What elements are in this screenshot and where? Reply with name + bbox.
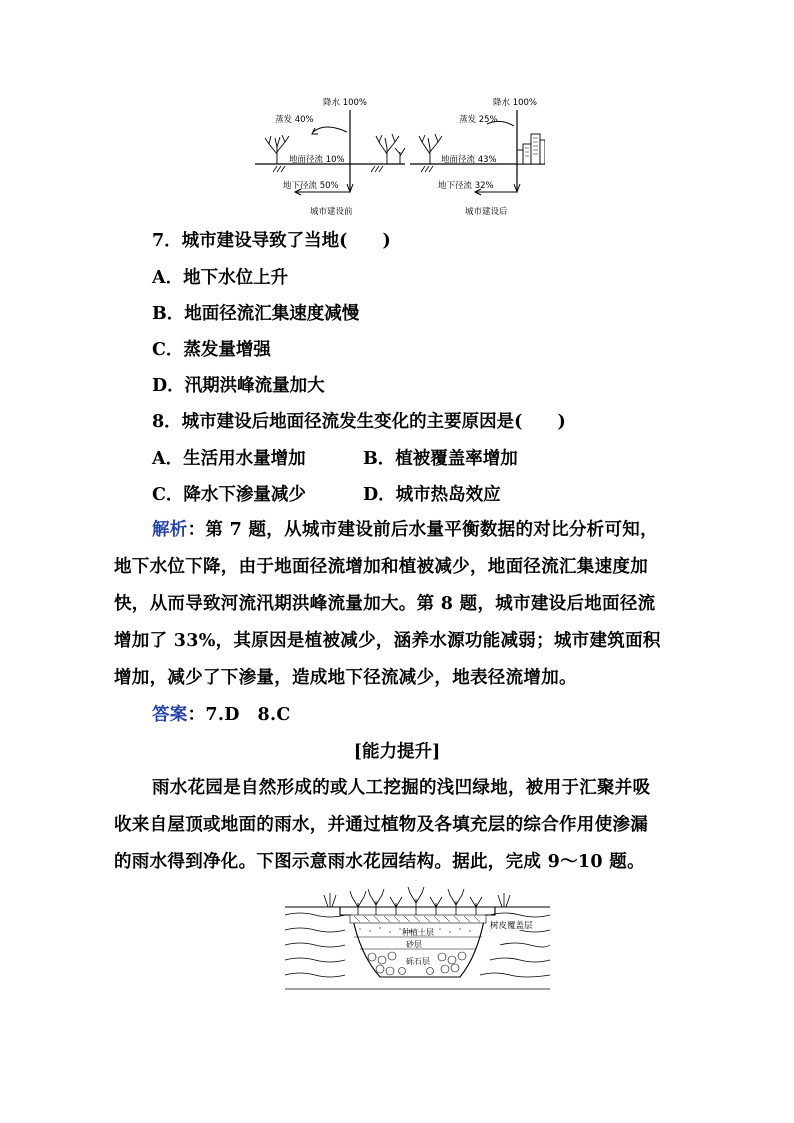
analysis-line-2: 地下水位下降，由于地面径流增加和植被减少，地面径流汇集速度加	[114, 557, 648, 577]
question-7-option-c: C．蒸发量增强	[152, 340, 271, 360]
answer-line	[0, 703, 794, 727]
analysis-label: 解析	[152, 520, 188, 540]
before-caption: 城市建设前	[310, 207, 353, 217]
after-evap-label: 蒸发 25%	[459, 115, 498, 125]
rain-garden-figure	[280, 885, 555, 995]
before-surface-label: 地面径流 10%	[289, 155, 345, 165]
after-surface-label: 地面径流 43%	[441, 155, 497, 165]
question-8-option-d: D．城市热岛效应	[363, 485, 501, 505]
water-balance-figure	[255, 92, 545, 222]
bark-layer-label: 树皮覆盖层	[490, 921, 533, 931]
analysis-line-3: 快，从而导致河流汛期洪峰流量加大。第 8 题，城市建设后地面径流	[114, 594, 656, 614]
intro-line-2: 收来自屋顶或地面的雨水，并通过植物及各填充层的综合作用使渗漏	[114, 815, 648, 835]
after-panel	[410, 97, 545, 217]
before-ground-label: 地下径流 50%	[283, 181, 339, 191]
question-7-option-d: D．汛期洪峰流量加大	[152, 376, 325, 396]
intro-line-3: 的雨水得到净化。下图示意雨水花园结构。据此，完成 9～10 题。	[114, 852, 645, 872]
question-8-option-b: B．植被覆盖率增加	[363, 449, 518, 469]
question-7-option-a: A．地下水位上升	[152, 268, 289, 288]
analysis-line-1	[0, 518, 794, 542]
gravel-layer-label: 砾石层	[406, 957, 430, 966]
analysis-text-1: ：第 7 题，从城市建设前后水量平衡数据的对比分析可知，	[187, 520, 658, 540]
question-8-stem: 8．城市建设后地面径流发生变化的主要原因是( )	[152, 412, 566, 432]
before-panel	[255, 97, 405, 217]
before-evap-label: 蒸发 40%	[275, 115, 314, 125]
after-precip-label: 降水 100%	[493, 98, 538, 108]
before-precip-label: 降水 100%	[323, 98, 368, 108]
sand-layer-label: 砂层	[406, 940, 422, 949]
question-8-option-a: A．生活用水量增加	[152, 449, 306, 469]
question-8-row-2	[0, 483, 794, 507]
analysis-line-4: 增加了 33%，其原因是植被减少，涵养水源功能减弱；城市建筑面积	[114, 631, 661, 651]
section-title: [能力提升]	[353, 742, 441, 762]
after-ground-label: 地下径流 32%	[438, 181, 494, 191]
intro-text-1: 雨水花园是自然形成的或人工挖掘的浅凹绿地，被用于汇聚并吸	[152, 778, 651, 798]
question-8-option-c: C．降水下渗量减少	[152, 485, 306, 505]
answer-label: 答案	[152, 705, 188, 725]
answer-text: ：7.D 8.C	[187, 705, 291, 725]
after-caption: 城市建设后	[465, 207, 508, 217]
soil-layer-label: 种植土层	[402, 928, 434, 937]
question-8-row-1	[0, 447, 794, 471]
intro-line-1	[0, 776, 794, 800]
question-7-stem: 7．城市建设导致了当地( )	[152, 231, 391, 251]
question-7-option-b: B．地面径流汇集速度减慢	[152, 304, 360, 324]
analysis-line-5: 增加，减少了下渗量，造成地下径流减少，地表径流增加。	[114, 668, 577, 688]
